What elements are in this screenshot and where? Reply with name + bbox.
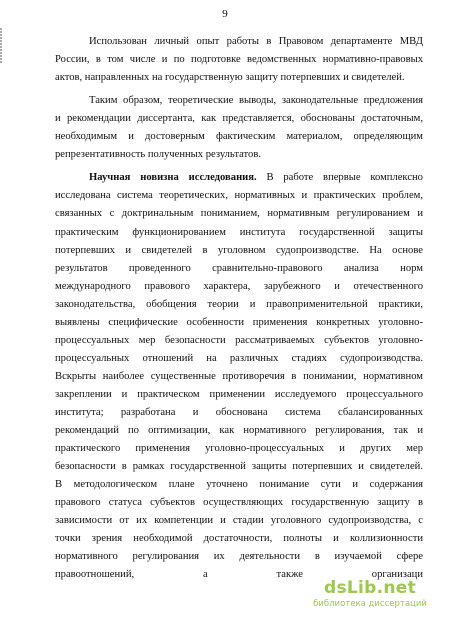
text-line — [55, 205, 423, 223]
line-text: рекомендаций по оптимизации, как нормативного регулирования, так и — [55, 425, 423, 437]
text-line — [55, 368, 423, 386]
text-line — [55, 476, 423, 494]
text-line — [55, 440, 423, 458]
text-line — [89, 33, 423, 51]
text-line — [55, 530, 423, 548]
page-number: 9 — [222, 8, 228, 20]
line-text: практическим функционированием института государственной защиты — [55, 226, 423, 238]
section-heading: Научная новизна исследования. — [89, 172, 257, 184]
line-text: репрезентативность полученных результатов. — [55, 149, 261, 161]
text-line — [55, 51, 423, 69]
text-line — [55, 314, 423, 332]
line-text: потерпевших и свидетелей в уголовном судопроизводстве. На основе — [55, 244, 423, 256]
line-text: исследована система теоретических, нормативных и практических проблем, — [55, 190, 423, 202]
text-line — [55, 548, 423, 566]
line-text: связанных с доктринальным пониманием, нормативным регулированием и — [55, 208, 423, 220]
text-line — [55, 458, 423, 476]
line-text: правового статуса субъектов осуществляющих государственную защиту в — [55, 497, 423, 509]
text-line — [55, 332, 423, 350]
line-text: актов, направленных на государственную защиту потерпевших и свидетелей. — [55, 72, 405, 84]
text-line — [55, 404, 423, 422]
text-line — [55, 296, 423, 314]
line-text: точки зрения необходимой достаточности, полноты и коллизионности — [55, 533, 423, 545]
text-line — [55, 512, 423, 530]
line-text: правоотношений, а также организаци — [55, 569, 423, 581]
text-line — [89, 92, 423, 110]
scan-margin-marks — [0, 28, 14, 64]
watermark-subtitle: библиотека диссертаций — [313, 599, 427, 609]
line-text: нормативного регулирования их деятельности в изучаемой сфере — [55, 551, 423, 563]
line-text: процессуальных отношений на различных стадиях судопроизводства. — [55, 352, 423, 364]
text-line — [55, 187, 423, 205]
text-line — [55, 224, 423, 242]
line-text: результатов проведенного сравнительно-правового анализа норм — [55, 262, 423, 274]
line-text: практического применения уголовно-процессуальных и других мер — [55, 443, 423, 455]
line-text: Использован личный опыт работы в Правовом департаменте МВД — [89, 36, 423, 47]
text-line — [55, 494, 423, 512]
line-text: России, в том числе и по подготовке ведомственных нормативно-правовых — [55, 54, 423, 66]
text-line — [55, 278, 423, 296]
watermark-logo: dsLib.net — [323, 578, 417, 598]
text-line — [55, 110, 423, 128]
line-text: выявлены специфические особенности применения конкретных уголовно- — [55, 316, 423, 328]
text-line — [55, 242, 423, 260]
text-line — [89, 169, 423, 187]
line-text: международного правового характера, зарубежного и отечественного — [55, 280, 423, 292]
line-text: Вскрыты наиболее существенные противоречия в понимании, нормативном — [55, 370, 423, 382]
text-line — [55, 386, 423, 404]
line-text: закреплении и практическом применении исследуемого процессуального — [55, 388, 423, 400]
line-text: института; разработана и обоснована система сбалансированных — [55, 407, 423, 418]
text-line — [55, 146, 423, 164]
text-line — [55, 128, 423, 146]
text-line — [55, 260, 423, 278]
line-text: и рекомендации диссертанта, как представляется, обоснованы достаточным, — [55, 113, 423, 125]
line-text: В работе впервые комплексно — [256, 172, 423, 184]
line-text: В методологическом плане уточнено понимание сути и содержания — [55, 479, 423, 491]
text-line — [55, 422, 423, 440]
line-text: зависимости от их компетенции и стадии уголовного судопроизводства, с — [55, 515, 423, 527]
watermark — [300, 578, 440, 609]
line-text: законодательства, обобщения теории и правоприменительной практики, — [55, 298, 423, 310]
text-line — [55, 350, 423, 368]
line-text: необходимым и достоверным фактическим материалом, определяющим — [55, 131, 423, 143]
line-text: Таким образом, теоретические выводы, законодательные предложения — [89, 95, 423, 107]
line-text: безопасности в рамках государственной защиты потерпевших и свидетелей. — [55, 461, 423, 473]
text-line — [55, 69, 423, 87]
line-text: процессуальных мер безопасности рассматриваемых субъектов уголовно- — [55, 334, 423, 346]
